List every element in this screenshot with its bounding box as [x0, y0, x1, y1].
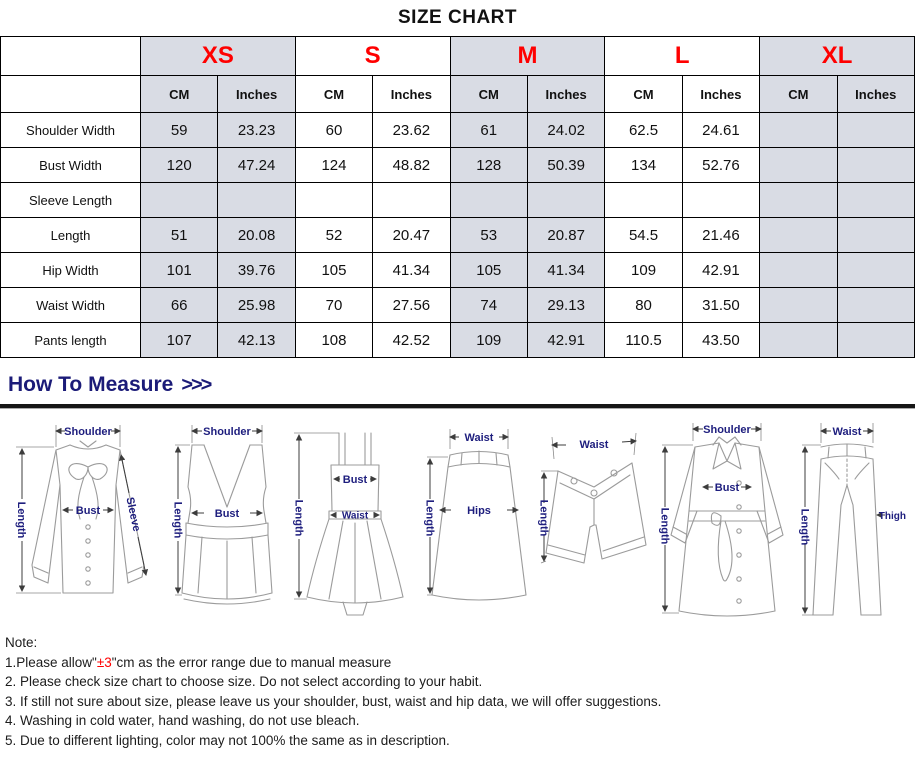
blouse-shoulder-label: Shoulder	[64, 426, 112, 438]
notes-heading: Note:	[5, 635, 38, 650]
value-cell: 109	[605, 253, 682, 288]
value-cell	[760, 288, 837, 323]
value-cell	[760, 323, 837, 358]
coat-bust-label: Bust	[714, 482, 739, 494]
value-cell: 66	[141, 288, 218, 323]
size-header-cell: L	[605, 37, 760, 76]
vest-sketch	[182, 445, 272, 604]
value-cell	[760, 253, 837, 288]
value-cell: 50.39	[527, 148, 604, 183]
value-cell: 20.87	[527, 218, 604, 253]
corner-cell	[1, 37, 141, 76]
value-cell: 43.50	[682, 323, 759, 358]
value-cell	[837, 113, 914, 148]
value-cell	[760, 113, 837, 148]
value-cell: 60	[295, 113, 372, 148]
value-cell: 42.91	[682, 253, 759, 288]
value-cell: 23.62	[373, 113, 450, 148]
blouse-sleeve-label: Sleeve	[123, 496, 143, 533]
size-header-row	[1, 37, 915, 76]
table-row	[1, 148, 915, 183]
table-row	[1, 183, 915, 218]
unit-header-cell: CM	[760, 76, 837, 113]
value-cell: 20.08	[218, 218, 295, 253]
value-cell: 41.34	[527, 253, 604, 288]
value-cell: 52.76	[682, 148, 759, 183]
measure-label-cell: Pants length	[1, 323, 141, 358]
value-cell: 120	[141, 148, 218, 183]
value-cell: 62.5	[605, 113, 682, 148]
measure-label-cell: Waist Width	[1, 288, 141, 323]
vest-bust-label: Bust	[215, 508, 240, 520]
value-cell	[373, 183, 450, 218]
size-header-cell: XL	[760, 37, 915, 76]
coat-length-label: Length	[658, 507, 671, 545]
page-title: SIZE CHART	[398, 7, 517, 28]
figure-shorts	[536, 415, 654, 620]
value-cell: 48.82	[373, 148, 450, 183]
note-line: 5. Due to different lighting, color may not 100% the same as in description.	[5, 732, 450, 748]
value-cell: 20.47	[373, 218, 450, 253]
value-cell	[218, 183, 295, 218]
table-row	[1, 288, 915, 323]
figure-pants	[797, 415, 907, 625]
note-lines	[5, 653, 909, 751]
value-cell: 21.46	[682, 218, 759, 253]
value-cell: 27.56	[373, 288, 450, 323]
size-header-cell: XS	[141, 37, 296, 76]
value-cell: 24.61	[682, 113, 759, 148]
pants-length-label: Length	[798, 508, 811, 546]
value-cell: 31.50	[682, 288, 759, 323]
value-cell: 53	[450, 218, 527, 253]
value-cell: 107	[141, 323, 218, 358]
size-header-cell: S	[295, 37, 450, 76]
dress-waist-label: Waist	[341, 510, 368, 522]
dress-sketch	[307, 433, 403, 615]
value-cell: 54.5	[605, 218, 682, 253]
dress-dimensions	[292, 433, 379, 599]
skirt-sketch	[432, 451, 526, 600]
value-cell: 110.5	[605, 323, 682, 358]
figure-coat	[655, 415, 797, 625]
value-cell: 51	[141, 218, 218, 253]
shorts-sketch	[546, 463, 646, 563]
measure-label-cell: Sleeve Length	[1, 183, 141, 218]
value-cell: 61	[450, 113, 527, 148]
measure-figures	[0, 409, 915, 629]
vest-shoulder-label: Shoulder	[203, 426, 252, 438]
figure-blouse	[8, 415, 168, 620]
value-cell: 105	[295, 253, 372, 288]
coat-shoulder-label: Shoulder	[702, 424, 751, 436]
size-header-cell: M	[450, 37, 605, 76]
value-cell	[141, 183, 218, 218]
coat-dimensions	[658, 423, 761, 613]
table-row	[1, 253, 915, 288]
value-cell	[837, 183, 914, 218]
value-cell: 128	[450, 148, 527, 183]
figure-vest	[168, 415, 286, 620]
value-cell: 59	[141, 113, 218, 148]
measure-label-cell: Length	[1, 218, 141, 253]
shorts-length-label: Length	[537, 499, 550, 537]
value-cell: 29.13	[527, 288, 604, 323]
value-cell: 52	[295, 218, 372, 253]
skirt-hips-label: Hips	[467, 505, 491, 517]
pants-waist-label: Waist	[832, 426, 862, 438]
value-cell: 134	[605, 148, 682, 183]
unit-header-row	[1, 76, 915, 113]
skirt-length-label: Length	[423, 499, 436, 537]
how-to-measure-text: How To Measure	[8, 373, 174, 396]
unit-header-cell: CM	[605, 76, 682, 113]
value-cell	[837, 148, 914, 183]
table-row	[1, 113, 915, 148]
value-cell	[837, 323, 914, 358]
unit-header-cell: Inches	[527, 76, 604, 113]
size-chart-table	[0, 36, 915, 358]
value-cell: 80	[605, 288, 682, 323]
pants-sketch	[813, 444, 881, 615]
blouse-sketch	[32, 441, 144, 593]
value-cell: 24.02	[527, 113, 604, 148]
note-line: 3. If still not sure about size, please leave us your shoulder, bust, waist and hip data, we will offer suggestions.	[5, 693, 662, 709]
blouse-length-label: Length	[15, 501, 27, 539]
unit-header-cell: CM	[450, 76, 527, 113]
value-cell	[837, 218, 914, 253]
corner-cell	[1, 76, 141, 113]
note-line: 1.Please allow"±3"cm as the error range due to manual measure	[5, 654, 392, 670]
figure-skirt	[422, 415, 536, 620]
value-cell: 42.91	[527, 323, 604, 358]
vest-length-label: Length	[171, 501, 184, 539]
blouse-bust-label: Bust	[75, 505, 101, 517]
value-cell	[450, 183, 527, 218]
notes-section	[0, 629, 915, 760]
measure-label-cell: Shoulder Width	[1, 113, 141, 148]
unit-header-cell: Inches	[837, 76, 914, 113]
value-cell: 105	[450, 253, 527, 288]
value-cell	[837, 288, 914, 323]
value-cell: 42.52	[373, 323, 450, 358]
value-cell: 39.76	[218, 253, 295, 288]
how-to-measure-heading	[0, 358, 915, 399]
coat-sketch	[671, 437, 783, 616]
value-cell: 25.98	[218, 288, 295, 323]
value-cell	[760, 148, 837, 183]
value-cell: 124	[295, 148, 372, 183]
value-cell: 109	[450, 323, 527, 358]
unit-header-cell: CM	[295, 76, 372, 113]
figure-dress	[287, 415, 422, 620]
table-row	[1, 323, 915, 358]
value-cell: 42.13	[218, 323, 295, 358]
unit-header-cell: Inches	[682, 76, 759, 113]
note-line: 4. Washing in cold water, hand washing, do not use bleach.	[5, 713, 360, 728]
pants-thigh-label: Thigh	[878, 511, 906, 522]
dress-length-label: Length	[292, 499, 305, 537]
value-cell	[527, 183, 604, 218]
shorts-waist-label: Waist	[579, 439, 609, 451]
measure-label-cell: Hip Width	[1, 253, 141, 288]
table-row	[1, 218, 915, 253]
unit-header-cell: Inches	[218, 76, 295, 113]
value-cell	[760, 218, 837, 253]
value-cell	[682, 183, 759, 218]
value-cell	[605, 183, 682, 218]
value-cell: 101	[141, 253, 218, 288]
value-cell	[837, 253, 914, 288]
value-cell: 74	[450, 288, 527, 323]
value-cell: 41.34	[373, 253, 450, 288]
value-cell: 108	[295, 323, 372, 358]
value-cell: 23.23	[218, 113, 295, 148]
skirt-waist-label: Waist	[464, 432, 494, 444]
unit-header-cell: Inches	[373, 76, 450, 113]
chevron-right-icon: >>>	[181, 373, 211, 396]
value-cell	[295, 183, 372, 218]
measure-label-cell: Bust Width	[1, 148, 141, 183]
unit-header-cell: CM	[141, 76, 218, 113]
dress-bust-label: Bust	[342, 474, 367, 486]
value-cell: 47.24	[218, 148, 295, 183]
value-cell	[760, 183, 837, 218]
note-line: 2. Please check size chart to choose size. Do not select according to your habit.	[5, 674, 483, 689]
value-cell: 70	[295, 288, 372, 323]
